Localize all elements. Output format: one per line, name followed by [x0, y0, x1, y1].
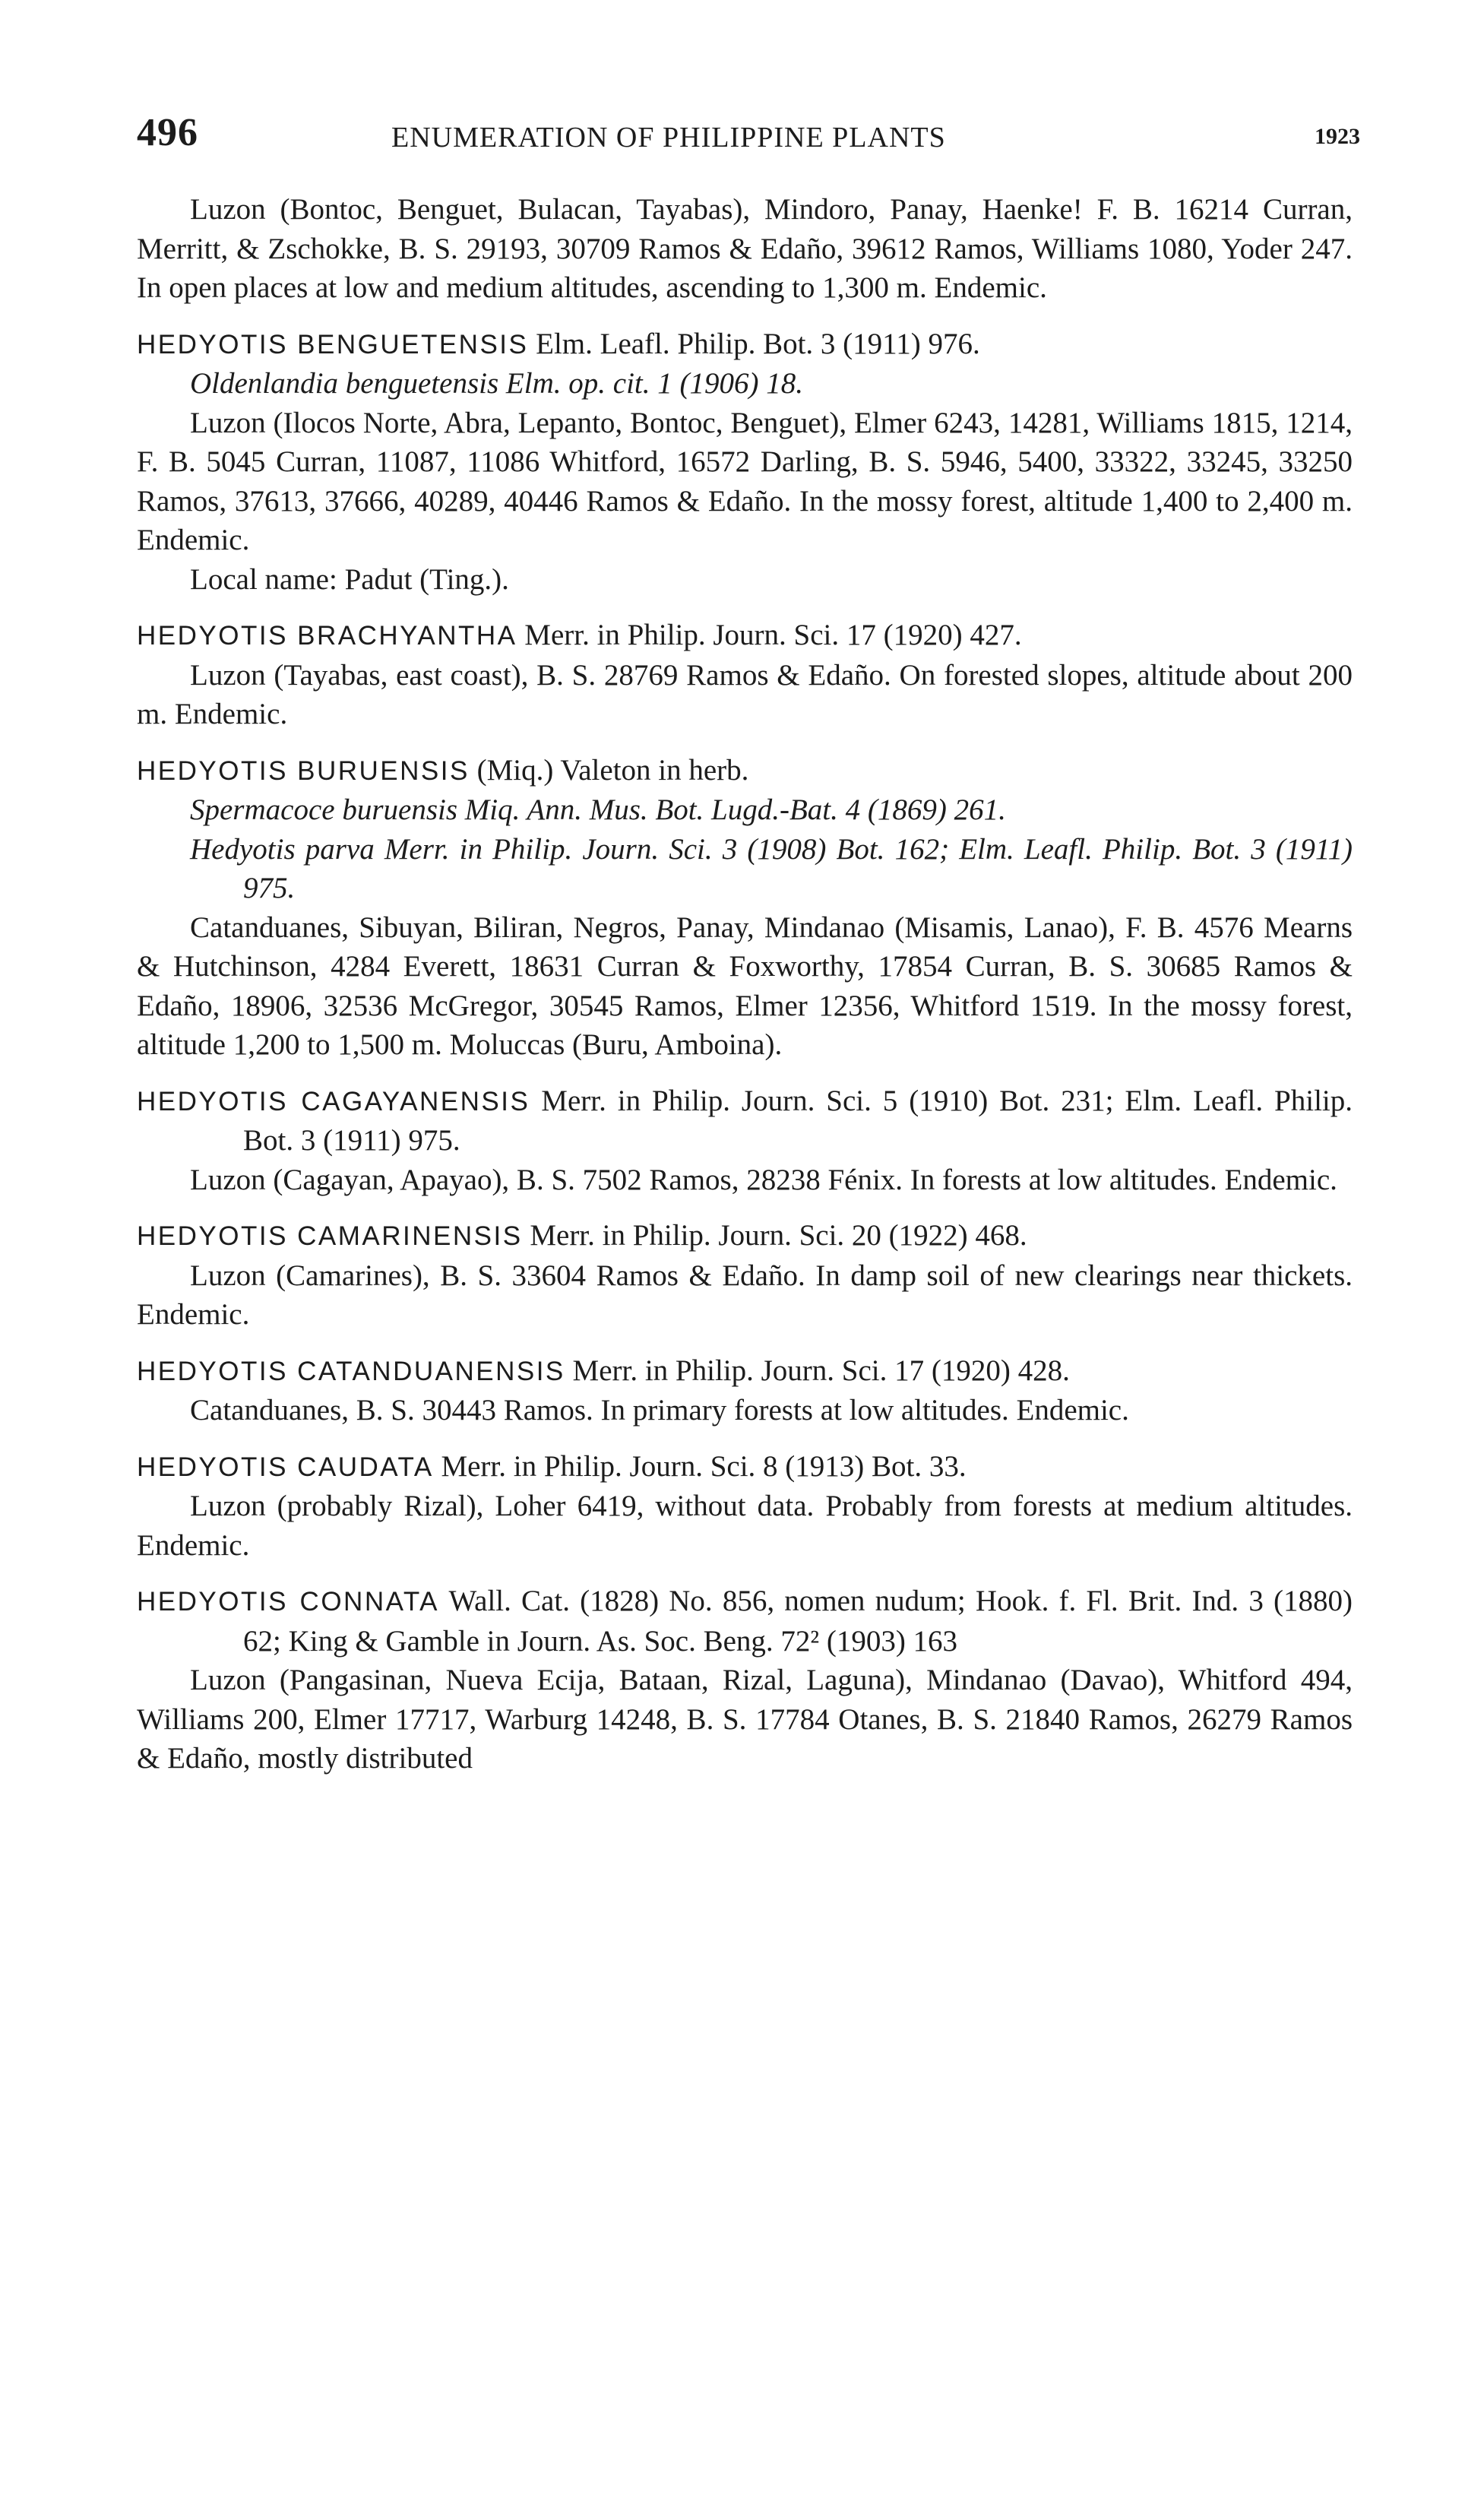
entry-heading-catanduanensis — [137, 1351, 1353, 1392]
distribution: Catanduanes, Sibuyan, Biliran, Negros, Panay, Mindanao (Misamis, Lanao), F. B. 4576 Mearns & Hutchinson, 4284 Everett, 18631 Curran & Foxworthy, 17854 Curran, B. S. 30685 Ramos & Edaño, 18906, 32536 McGregor, 30545 Ramos, Elmer 12356, Whitford 1519. In the mossy forest, altitude 1,200 to 1,500 m. Moluccas (Buru, Amboina). — [137, 910, 1353, 1061]
page-number: 496 — [137, 111, 198, 154]
species-citation: Merr. in Philip. Journ. Sci. 17 (1920) 427. — [524, 619, 1022, 651]
species-name: HEDYOTIS BENGUETENSIS — [137, 329, 529, 359]
distribution: Luzon (Tayabas, east coast), B. S. 28769 Ramos & Edaño. On forested slopes, altitude about 200 m. Endemic. — [137, 658, 1353, 730]
entry-heading-cagayanensis — [137, 1081, 1353, 1161]
distribution: Luzon (Ilocos Norte, Abra, Lepanto, Bontoc, Benguet), Elmer 6243, 14281, Williams 1815, 1214, F. B. 5045 Curran, 11087, 11086 Whitford, 16572 Darling, B. S. 5946, 5400, 33322, 33245, 33250 Ramos, 37613, 37666, 40289, 40446 Ramos & Edaño. In the mossy forest, altitude 1,400 to 2,400 m. Endemic. — [137, 406, 1353, 556]
synonym: Oldenlandia benguetensis Elm. op. cit. 1 (1906) 18. — [190, 367, 803, 400]
species-citation: Merr. in Philip. Journ. Sci. 8 (1913) Bot. 33. — [441, 1449, 967, 1483]
synonym: Spermacoce buruensis Miq. Ann. Mus. Bot. Lugd.-Bat. 4 (1869) 261. — [190, 793, 1006, 826]
entry-heading-buruensis — [137, 751, 1353, 791]
species-name: HEDYOTIS BRACHYANTHA — [137, 621, 517, 651]
distribution: Luzon (Camarines), B. S. 33604 Ramos & Edaño. In damp soil of new clearings near thickets. Endemic. — [137, 1259, 1353, 1331]
species-name: HEDYOTIS CAUDATA — [137, 1452, 434, 1482]
species-citation: (Miq.) Valeton in herb. — [476, 753, 749, 787]
header-year: 1923 — [1315, 124, 1360, 149]
species-citation: Wall. Cat. (1828) No. 856, nomen nudum; Hook. f. Fl. Brit. Ind. 3 (1880) 62; King & Gamble in Journ. As. Soc. Beng. 72² (1903) 163 — [243, 1585, 1353, 1658]
local-name: Local name: Padut (Ting.). — [190, 562, 509, 596]
entry-heading-caudata — [137, 1447, 1353, 1487]
synonym: Hedyotis parva Merr. in Philip. Journ. Sci. 3 (1908) Bot. 162; Elm. Leafl. Philip. Bot. 3 (1911) 975. — [190, 832, 1353, 904]
species-name: HEDYOTIS CAMARINENSIS — [137, 1221, 523, 1251]
species-citation: Merr. in Philip. Journ. Sci. 5 (1910) Bot. 231; Elm. Leafl. Philip. Bot. 3 (1911) 975. — [243, 1084, 1353, 1157]
entry-heading-connata — [137, 1582, 1353, 1661]
species-citation: Elm. Leafl. Philip. Bot. 3 (1911) 976. — [536, 327, 980, 360]
species-name: HEDYOTIS CAGAYANENSIS — [137, 1086, 530, 1116]
page-header — [137, 110, 1360, 163]
distribution: Luzon (Pangasinan, Nueva Ecija, Bataan, Rizal, Laguna), Mindanao (Davao), Whitford 494, Williams 200, Elmer 17717, Warburg 14248, B. S. 17784 Otanes, B. S. 21840 Ramos, 26279 Ramos & Edaño, mostly distributed — [137, 1664, 1353, 1775]
species-citation: Merr. in Philip. Journ. Sci. 17 (1920) 428. — [572, 1354, 1070, 1387]
running-title: ENUMERATION OF PHILIPPINE PLANTS — [391, 122, 946, 154]
distribution: Luzon (Cagayan, Apayao), B. S. 7502 Ramos, 28238 Fénix. In forests at low altitudes. Endemic. — [190, 1163, 1337, 1196]
distribution: Catanduanes, B. S. 30443 Ramos. In primary forests at low altitudes. Endemic. — [190, 1394, 1129, 1427]
species-name: HEDYOTIS CONNATA — [137, 1587, 439, 1617]
entry-heading-benguetensis — [137, 325, 1353, 365]
intro-distribution: Luzon (Bontoc, Benguet, Bulacan, Tayabas), Mindoro, Panay, Haenke! F. B. 16214 Curran, Merritt, & Zschokke, B. S. 29193, 30709 Ramos & Edaño, 39612 Ramos, Williams 1080, Yoder 247. In open places at low and medium altitudes, ascending to 1,300 m. Endemic. — [137, 193, 1353, 304]
species-name: HEDYOTIS CATANDUANENSIS — [137, 1356, 565, 1386]
species-citation: Merr. in Philip. Journ. Sci. 20 (1922) 468. — [530, 1219, 1027, 1252]
distribution: Luzon (probably Rizal), Loher 6419, without data. Probably from forests at medium altitudes. Endemic. — [137, 1490, 1353, 1562]
entry-heading-camarinensis — [137, 1216, 1353, 1256]
species-name: HEDYOTIS BURUENSIS — [137, 755, 470, 786]
entry-heading-brachyantha — [137, 616, 1353, 656]
body-text — [137, 190, 1353, 1778]
